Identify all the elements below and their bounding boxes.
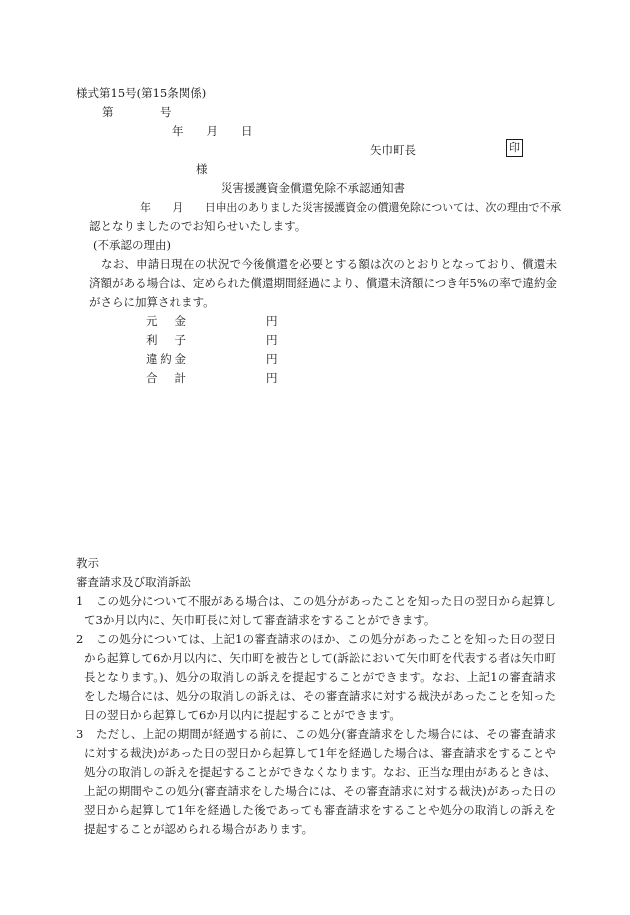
amount-label-penalty: 違約金 (146, 352, 186, 366)
document-title: 災害援護資金償還免除不承認通知書 (221, 181, 405, 195)
notice-item-number: 1 (76, 594, 84, 608)
document-number-suffix: 号 (160, 105, 172, 119)
notice-heading: 教示 (76, 556, 99, 570)
amount-label-principal: 元金 (146, 314, 186, 328)
amount-unit-total: 円 (266, 371, 278, 385)
document-number-prefix: 第 (102, 105, 114, 119)
issuer-name: 矢巾町長 (370, 143, 416, 157)
issue-date: 年 月 日 (172, 124, 253, 138)
amount-label-interest: 利子 (146, 333, 186, 347)
form-number: 様式第15号(第15条関係) (76, 86, 207, 100)
amount-unit-principal: 円 (266, 314, 278, 328)
amount-label-total: 合計 (146, 371, 186, 385)
intro-line-2: 認となりましたのでお知らせいたします。 (89, 219, 307, 233)
notice-item-number: 2 (76, 632, 84, 646)
reason-heading: (不承認の理由) (93, 238, 171, 252)
reason-text: なお、申請日現在の状況で今後償還を必要とする額は次のとおりとなっており、償還未済額がある場合は、定められた償還期間経過により、償還未済額につき年5%の率で違約金がさらに加算されます。 (89, 257, 557, 309)
notice-item-text: この処分について不服がある場合は、この処分があったことを知った日の翌日から起算して3か月以内に、矢巾町長に対して審査請求をすることができます。 (84, 594, 556, 627)
amount-unit-interest: 円 (266, 333, 278, 347)
amount-unit-penalty: 円 (266, 352, 278, 366)
notice-item-2 (76, 630, 556, 725)
notice-item-1 (76, 592, 556, 630)
notice-item-3 (76, 725, 556, 839)
intro-line-1: 年 月 日申出のありました災害援護資金の償還免除については、次の理由で不承 (140, 201, 561, 214)
notice-item-text: この処分については、上記1の審査請求のほか、この処分があったことを知った日の翌日から起算して6か月以内に、矢巾町を被告として(訴訟において矢巾町を代表する者は矢巾町長となります。)、処分の取消しの訴えを提起することができます。なお、上記1の審査請求をした場合には、処分の取消しの訴えは、その審査請求に対する裁決があったことを知った日の翌日から起算して6か月以内に提起することができます。 (84, 632, 556, 722)
notice-subheading: 審査請求及び取消訴訟 (76, 575, 191, 589)
addressee-sama: 様 (196, 162, 208, 176)
notice-item-number: 3 (76, 727, 84, 741)
seal-box: 印 (506, 139, 523, 157)
notice-item-text: ただし、上記の期間が経過する前に、この処分(審査請求をした場合には、その審査請求に対する裁決)があった日の翌日から起算して1年を経過した場合は、審査請求をすることや処分の取消しの訴えを提起することができなくなります。なお、正当な理由があるときは、上記の期間やこの処分(審査請求をした場合には、その審査請求に対する裁決)があった日の翌日から起算して1年を経過した後であっても審査請求をすることや処分の取消しの訴えを提起することが認められる場合があります。 (84, 727, 556, 836)
